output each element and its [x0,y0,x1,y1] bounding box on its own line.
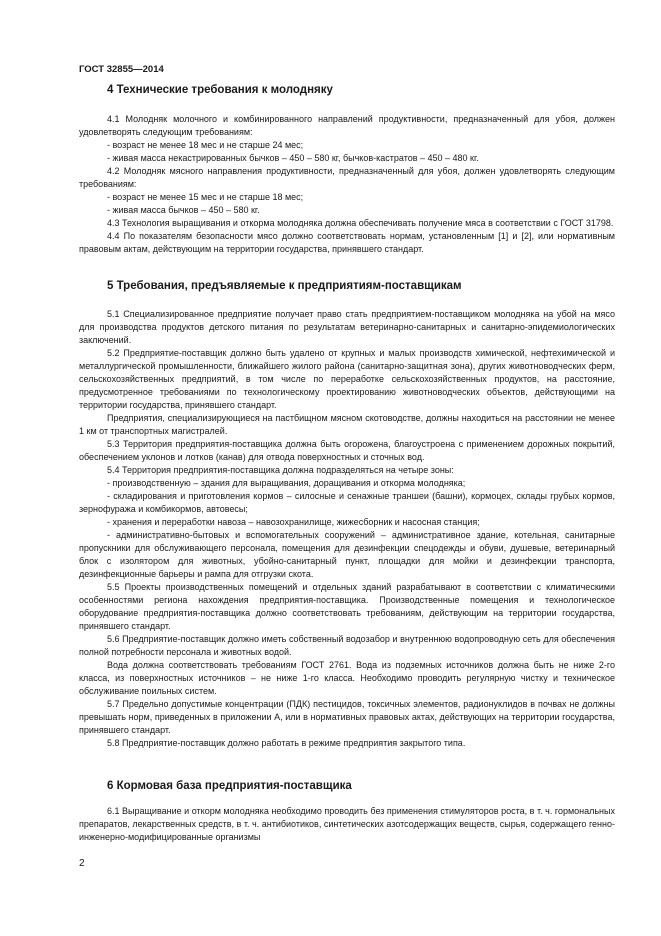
list-item: - производственную – здания для выращивания, доращивания и откорма молодняка; [107,478,466,488]
document-id: ГОСТ 32855—2014 [79,64,164,75]
section-body [79,308,615,750]
section-title: 6 Кормовая база предприятия-поставщика [107,780,352,792]
list-item: - возраст не менее 18 мес и не старше 24 мес; [107,140,304,150]
paragraph: 6.1 Выращивание и откорм молодняка необходимо проводить без применения стимуляторов роста, в т. ч. гормональных препаратов, лекарственных средств, в т. ч. антибиотиков, синтетических азотсодержащих веществ, сырья, содержащего генно-инженерно-модифицированные организмы [79,806,615,842]
paragraph: 5.7 Предельно допустимые концентрации (ПДК) пестицидов, токсичных элементов, радионуклидов в почвах не должны превышать норм, приведенных в приложении А, или в нормативных правовых актах, действующих на территории государства, принявшего стандарт. [79,699,615,735]
section-body [79,113,615,256]
section-title: 5 Требования, предъявляемые к предприятиям-поставщикам [107,280,462,292]
list-item: - живая масса некастрированных бычков – 450 – 580 кг, бычков-кастратов – 450 – 480 кг. [107,153,479,163]
paragraph: 5.3 Территория предприятия-поставщика должна быть огорожена, благоустроена с применением дорожных покрытий, обеспечением уклонов и лотков (канав) для отвода поверхностных и сточных вод. [79,439,615,462]
paragraph: Вода должна соответствовать требованиям ГОСТ 2761. Вода из подземных источников должна быть не ниже 2-го класса, из поверхностных источников – не ниже 1-го класса. Необходимо проводить регулярную чистку и техническое обслуживание поильных систем. [79,660,615,696]
paragraph: 5.4 Территория предприятия-поставщика должна подразделяться на четыре зоны: [107,465,454,475]
list-item: - хранения и переработки навоза – навозохранилище, жижесборник и насосная станция; [107,517,480,527]
paragraph: 4.4 По показателям безопасности мясо должно соответствовать нормам, установленным [1] и [2], или нормативным правовым актам, действующим на территории государства, принявшего стандарт. [79,231,615,254]
paragraph: 5.2 Предприятие-поставщик должно быть удалено от крупных и малых производств химической, нефтехимической и металлургической промышленности, ближайшего жилого района (санитарно-защитная зона), других животноводческих ферм, сельскохозяйственных предприятий, в том числе по переработке сельскохозяйственных продуктов, на расстояние, предусмотренное требованиями по технологическому проектированию животноводческих объектов, действующими на территории государства, принявшего стандарт. [79,348,615,410]
list-item: - складирования и приготовления кормов – силосные и сенажные траншеи (башни), кормоцех, склады грубых кормов, зернофуража и комбикормов, автовесы; [79,491,615,514]
list-item: - живая масса бычков – 450 – 580 кг. [107,205,260,215]
paragraph: 5.5 Проекты производственных помещений и отдельных зданий разрабатывают в соответствии с климатическими особенностями региона нахождения предприятия-поставщика. Производственные помещения и технологическое оборудование предприятия-поставщика должно соответствовать требованиям, действующим на территории государства, принявшего стандарт. [79,582,615,631]
paragraph: 5.8 Предприятие-поставщик должно работать в режиме предприятия закрытого типа. [107,738,466,748]
page-number: 2 [79,858,85,869]
list-item: - возраст не менее 15 мес и не старше 18 мес; [107,192,304,202]
section-body [79,805,615,844]
section-title: 4 Технические требования к молодняку [107,84,333,96]
paragraph: 4.2 Молодняк мясного направления продуктивности, предназначенный для убоя, должен удовлетворять следующим требованиям: [79,166,615,189]
paragraph: 4.3 Технология выращивания и откорма молодняка должна обеспечивать получение мяса в соответствии с ГОСТ 31798. [107,218,614,228]
paragraph: 4.1 Молодняк молочного и комбинированного направлений продуктивности, предназначенный для убоя, должен удовлетворять следующим требованиям: [79,114,615,137]
paragraph: Предприятия, специализирующиеся на пастбищном мясном скотоводстве, должны находиться на расстоянии не менее 1 км от транспортных магистралей. [79,413,615,436]
paragraph: 5.1 Специализированное предприятие получает право стать предприятием-поставщиком молодняка на убой на мясо для производства продуктов детского питания по результатам ветеринарно-санитарных и санитарно-эпидемиологических заключений. [79,309,615,345]
paragraph: 5.6 Предприятие-поставщик должно иметь собственный водозабор и внутреннюю водопроводную сеть для обеспечения полной потребности персонала и животных водой. [79,634,615,657]
list-item: - административно-бытовых и вспомогательных сооружений – административное здание, котельная, санитарные пропускники для обслуживающего персонала, помещения для дезинфекции спецодежды и обуви, душевые, ветеринарный блок с изолятором для животных, убойно-санитарный пункт, площадки для мойки и дезинфекции транспорта, дезинфекционные барьеры и рампа для отгрузки скота. [79,530,615,579]
